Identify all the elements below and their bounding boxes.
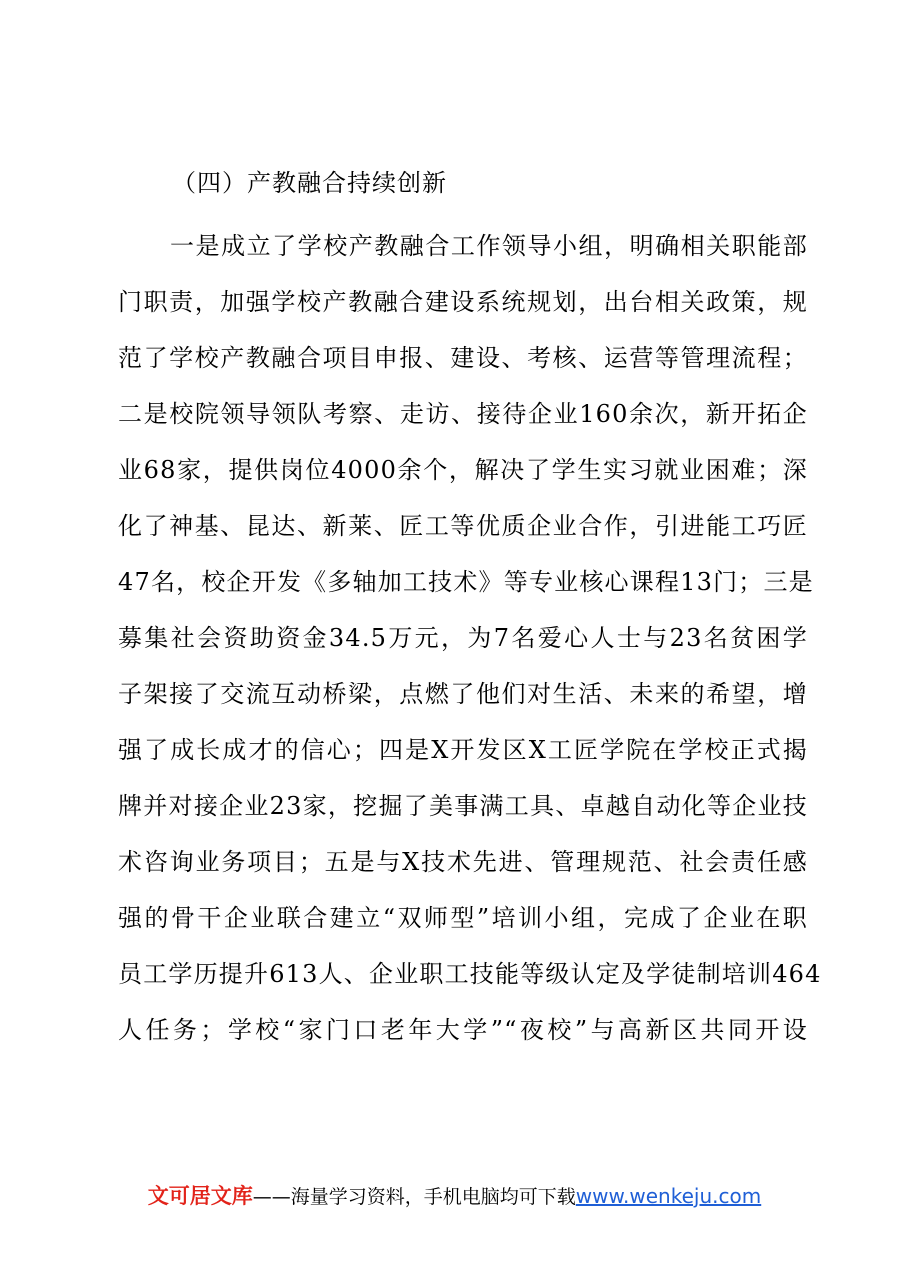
- paragraph-line: 业68家，提供岗位4000余个，解决了学生实习就业困难；深: [118, 456, 808, 484]
- paragraph-line: 范了学校产教融合项目申报、建设、考核、运营等管理流程；: [118, 344, 808, 372]
- website-link[interactable]: www.wenkeju.com: [575, 1184, 762, 1208]
- paragraph-line: 牌并对接企业23家，挖掘了美事满工具、卓越自动化等企业技: [118, 792, 808, 820]
- section-heading: （四）产教融合持续创新: [172, 169, 447, 197]
- paragraph-line: 募集社会资助资金34.5万元，为7名爱心人士与23名贫困学: [118, 624, 808, 652]
- paragraph-line: 二是校院领导领队考察、走访、接待企业160余次，新开拓企: [118, 400, 808, 428]
- paragraph-line: 一是成立了学校产教融合工作领导小组，明确相关职能部: [170, 232, 808, 260]
- paragraph-line: 强的骨干企业联合建立“双师型”培训小组，完成了企业在职: [118, 904, 808, 932]
- paragraph-line: 员工学历提升613人、企业职工技能等级认定及学徒制培训464: [118, 960, 822, 988]
- paragraph-line: 47名，校企开发《多轴加工技术》等专业核心课程13门；三是: [118, 568, 814, 596]
- footer-banner: [0, 1181, 909, 1212]
- footer-tagline: ——海量学习资料，手机电脑均可下载: [252, 1186, 576, 1208]
- brand-name: 文可居文库: [147, 1184, 253, 1208]
- body-paragraph: [118, 226, 822, 1066]
- paragraph-line: 术咨询业务项目；五是与X技术先进、管理规范、社会责任感: [118, 848, 808, 876]
- paragraph-line: 人任务；学校“家门口老年大学”“夜校”与高新区共同开设: [118, 1016, 808, 1044]
- paragraph-line: 门职责，加强学校产教融合建设系统规划，出台相关政策，规: [118, 288, 808, 316]
- paragraph-line: 子架接了交流互动桥梁，点燃了他们对生活、未来的希望，增: [118, 680, 808, 708]
- paragraph-line: 强了成长成才的信心；四是X开发区X工匠学院在学校正式揭: [118, 736, 808, 764]
- paragraph-line: 化了神基、昆达、新莱、匠工等优质企业合作，引进能工巧匠: [118, 512, 808, 540]
